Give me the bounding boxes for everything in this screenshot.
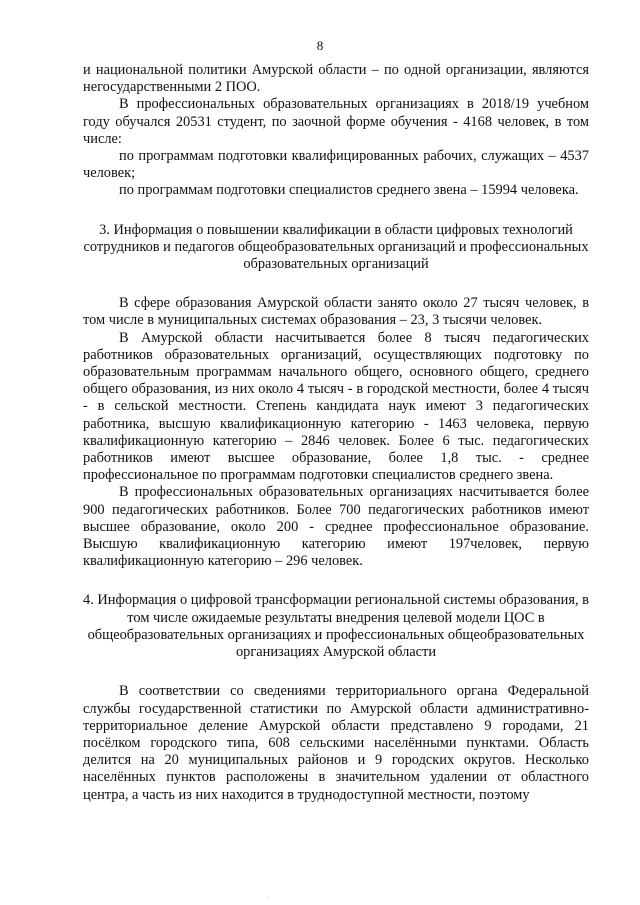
section-3-paragraph-employment: В сфере образования Амурской области занято около 27 тысяч человек, в том числе в муниципальных системах образования – 23, 3 тысячи человек. (83, 295, 589, 329)
section-4-heading: 4. Информация о цифровой трансформации региональной системы образования, в том числе ожидаемые результаты внедрения целевой модели ЦОС в общеобразовательных организациях и профессиональных общеобразовательных организациях Амурской области (83, 592, 589, 661)
section-3-heading: 3. Информация о повышении квалификации в области цифровых технологий сотрудников и педагогов общеобразовательных организаций и профессиональных образовательных организаций (83, 221, 589, 273)
section-3-paragraph-professional: В профессиональных образовательных организациях насчитывается более 900 педагогических работников. Более 700 педагогических работников имеют высшее образование, около 200 - среднее профессиональное образование. Высшую квалификационную категорию имеют 197человек, первую квалификационную категорию – 296 человек. (83, 484, 589, 570)
scan-artifact-mark: · (266, 893, 269, 903)
section-4-paragraph-territory: В соответствии со сведениями территориального органа Федеральной службы государственной статистики по Амурской области административно-территориальное деление Амурской области представлено 9 городами, 21 посёлком городского типа, 608 сельскими населёнными пунктами. Область делится на 20 муниципальных районов и 9 городских округов. Несколько населённых пунктов расположены в значительном удалении от областного центра, а часть из них находится в труднодоступной местности, поэтому (83, 683, 589, 803)
paragraph-continuation: и национальной политики Амурской области – по одной организации, являются негосударственными 2 ПОО. (83, 62, 589, 96)
paragraph-specialists-program: по программам подготовки специалистов среднего звена – 15994 человека. (119, 182, 579, 199)
section-3-paragraph-teachers: В Амурской области насчитывается более 8 тысяч педагогических работников образовательных организаций, осуществляющих подготовку по образовательным программам начального общего, основного общего, среднего общего образования, из них около 4 тысяч - в городской местности, более 4 тысяч - в сельской местности. Степень кандидата наук имеют 3 педагогических работника, высшую квалификационную категорию - 1463 человека, первую квалификационную категорию – 2846 человек. Более 6 тыс. педагогических работников имеют высшее образование, более 1,8 тыс. - среднее профессиональное по программам подготовки специалистов среднего звена. (83, 329, 589, 484)
document-body (83, 62, 589, 804)
paragraph-workers-program: по программам подготовки квалифицированных рабочих, служащих – 4537 человек; (83, 148, 589, 182)
paragraph-students-total: В профессиональных образовательных организациях в 2018/19 учебном году обучался 20531 студент, по заочной форме обучения - 4168 человек, в том числе: (83, 96, 589, 147)
page-number: 8 (316, 38, 324, 53)
